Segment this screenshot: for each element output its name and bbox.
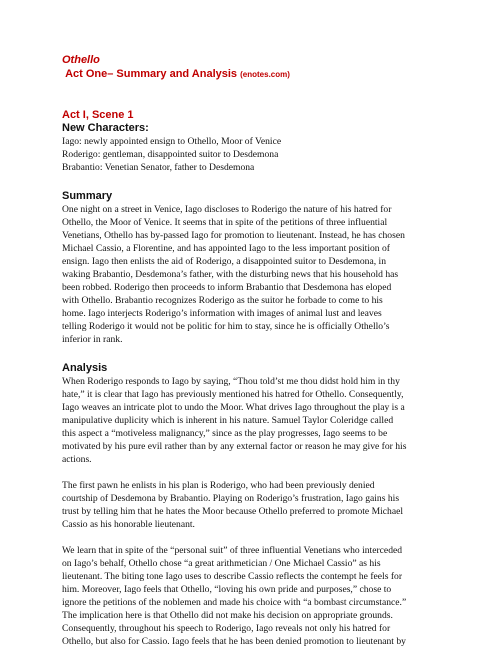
character-list [62,135,442,174]
text-line: The implication here is that Othello did not make his decision on appropriate grounds. [62,610,393,621]
text-line: Consequently, throughout his speech to Roderigo, Iago reveals not only his hatred for [62,623,391,634]
text-line: telling Roderigo it would not be politic for him to stay, since he is officially Othello’s [62,321,390,332]
text-line: Iago weaves an intricate plot to undo the Moor. What drives Iago throughout the play is a [62,402,405,413]
text-line: Othello, the Moor of Venice. It seems that in spite of the petitions of three influential [62,217,388,228]
text-line: Michael Cassio, a Florentine, and has appointed Iago to the less important position of [62,243,390,254]
text-line: When Roderigo responds to Iago by saying, “Thou told’st me thou didst hold him in thy [62,376,400,387]
text-line: actions. [62,454,92,465]
text-line: courtship of Desdemona by Brabantio. Playing on Roderigo’s frustration, Iago gains his [62,493,400,504]
new-characters-heading: New Characters: [62,122,149,134]
text-line: with Othello. Brabantio recognizes Roderigo as the suitor he forbade to come to his [62,295,383,306]
analysis-paragraph-1 [62,375,442,466]
text-line: on Iago’s behalf, Othello chose “a great arithmetician / One Michael Cassio” as his [62,558,381,569]
text-line: waking Brabantio, Desdemona’s father, with the disturbing news that his household has [62,269,399,280]
text-line: ensign. Iago then enlists the aid of Roderigo, a disappointed suitor to Desdemona, in [62,256,386,267]
character-item: Iago: newly appointed ensign to Othello, Moor of Venice [62,136,282,147]
text-line: inferior in rank. [62,334,123,345]
analysis-paragraph-2 [62,479,442,531]
text-line: One night on a street in Venice, Iago discloses to Roderigo the nature of his hatred for [62,204,392,215]
analysis-heading: Analysis [62,362,108,374]
text-line: ignore the petitions of the noblemen and made his choice with “a bombast circumstance.” [62,597,407,608]
document-page [62,54,442,648]
text-line: manipulative duplicity which is inherent in his nature. Samuel Taylor Coleridge called [62,415,394,426]
character-item: Roderigo: gentleman, disappointed suitor to Desdemona [62,149,279,160]
text-line: this aspect a “motiveless malignancy,” since as the play progresses, Iago seems to be [62,428,388,439]
doc-source: (enotes.com) [240,70,290,79]
doc-subtitle-text: Act One– Summary and Analysis [65,68,238,80]
text-line: home. Iago interjects Roderigo’s information with images of animal lust and leaves [62,308,382,319]
text-line: been robbed. Roderigo then proceeds to inform Brabantio that Desdemona has eloped [62,282,392,293]
doc-subtitle [62,67,442,82]
text-line: motivated by his pure evil rather than by any external factor or reason he may give for his [62,441,407,452]
text-line: lieutenant. The biting tone Iago uses to describe Cassio reflects the contempt he feels for [62,571,403,582]
text-line: Cassio as his honorable lieutenant. [62,519,195,530]
scene-heading: Act I, Scene 1 [62,109,134,121]
text-line: trust by telling him that he hates the Moor because Othello preferred to promote Michael [62,506,404,517]
text-line: hate,” it is clear that Iago has previously mentioned his hatred for Othello. Consequently, [62,389,404,400]
summary-paragraph [62,203,442,346]
doc-title: Othello [62,54,100,66]
analysis-paragraph-3 [62,544,442,648]
text-line: him. Moreover, Iago feels that Othello, “loving his own pride and purposes,” chose to [62,584,392,595]
text-line: We learn that in spite of the “personal suit” of three influential Venetians who interceded [62,545,403,556]
text-line: Venetians, Othello has by-passed Iago for promotion to lieutenant. Instead, he has chosen [62,230,405,241]
summary-heading: Summary [62,190,113,202]
character-item: Brabantio: Venetian Senator, father to Desdemona [62,162,255,173]
text-line: Othello, but also for Cassio. Iago feels that he has been denied promotion to lieutenant by [62,636,406,647]
text-line: The first pawn he enlists in his plan is Roderigo, who had been previously denied [62,480,375,491]
